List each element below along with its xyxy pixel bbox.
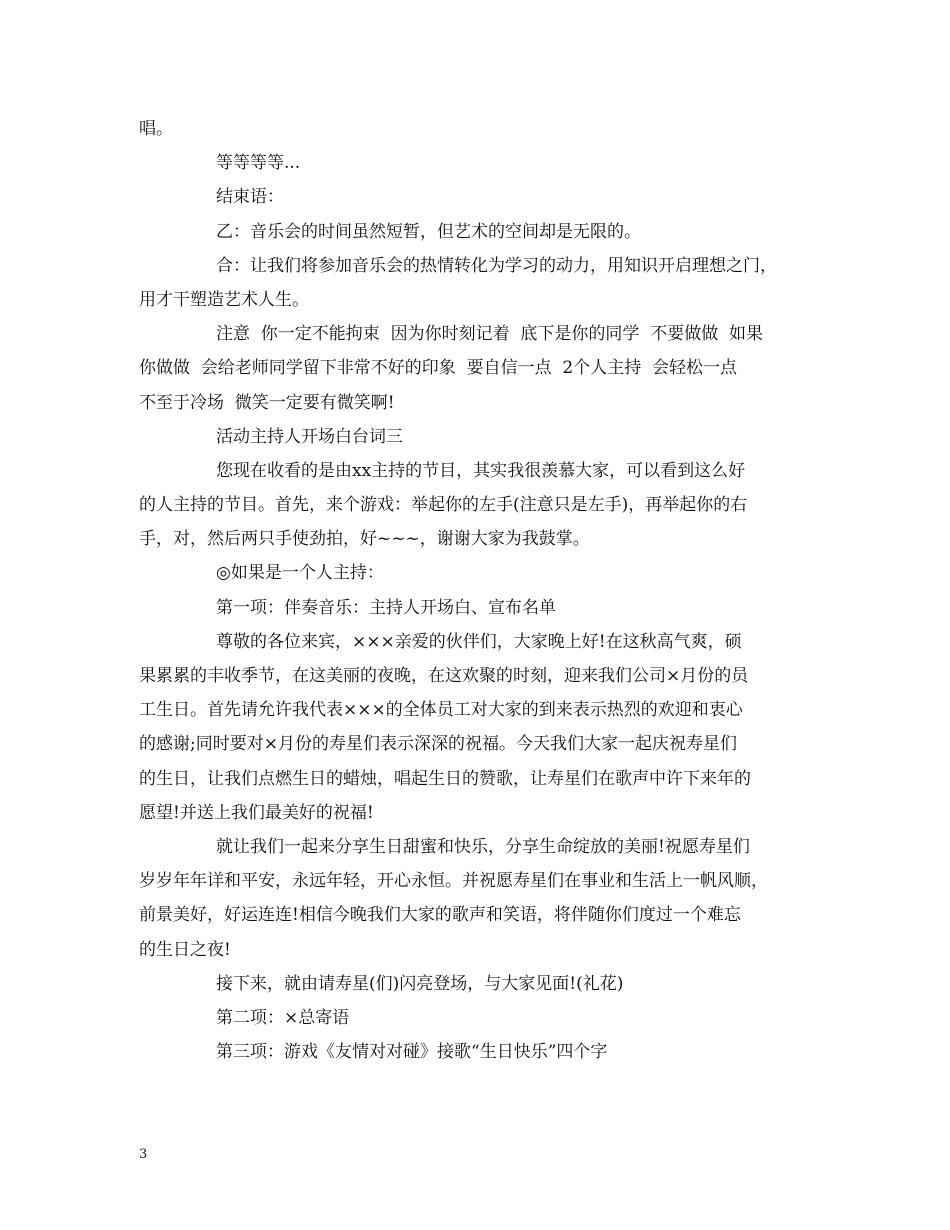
text-line: 第一项：伴奏音乐：主持人开场白、宣布名单 (216, 597, 556, 618)
text-line: 的人主持的节目。首先，来个游戏：举起你的左手(注意只是左手)，再举起你的右 (139, 495, 748, 516)
document-body (139, 112, 811, 1069)
text-line: 工生日。首先请允许我代表×××的全体员工对大家的到来表示热烈的欢迎和衷心 (139, 700, 743, 721)
text-line: 接下来，就由请寿星(们)闪亮登场，与大家见面!(礼花) (216, 973, 624, 994)
text-line: 的生日，让我们点燃生日的蜡烛，唱起生日的赞歌，让寿星们在歌声中许下来年的 (139, 768, 751, 789)
text-line: 乙：音乐会的时间虽然短暂，但艺术的空间却是无限的。 (216, 221, 641, 242)
text-line: 您现在收看的是由xx主持的节目，其实我很羡慕大家，可以看到这么好 (216, 460, 746, 481)
text-line: 愿望!并送上我们最美好的祝福! (139, 802, 374, 823)
text-line: 活动主持人开场白台词三 (216, 426, 403, 447)
text-line: 的感谢;同时要对×月份的寿星们表示深深的祝福。今天我们大家一起庆祝寿星们 (139, 734, 737, 755)
page-number: 3 (139, 1147, 148, 1162)
text-line: 岁岁年年详和平安，永远年轻，开心永恒。并祝愿寿星们在事业和生活上一帆风顺， (139, 871, 768, 892)
text-line: 的生日之夜! (139, 939, 231, 960)
text-line: 等等等等... (216, 153, 301, 174)
text-line: 果累累的丰收季节，在这美丽的夜晚，在这欢聚的时刻，迎来我们公司×月份的员 (139, 666, 749, 686)
text-line: 用才干塑造艺术人生。 (139, 289, 309, 310)
text-line: 第二项：×总寄语 (216, 1007, 350, 1028)
text-line: 第三项：游戏《友情对对碰》接歌“生日快乐”四个字 (216, 1042, 608, 1063)
text-line: 合：让我们将参加音乐会的热情转化为学习的动力，用知识开启理想之门， (216, 255, 777, 276)
text-line: 结束语： (216, 187, 284, 208)
text-line: 注意 你一定不能拘束 因为你时刻记着 底下是你的同学 不要做做 如果 (216, 324, 764, 345)
text-line: 就让我们一起来分享生日甜蜜和快乐，分享生命绽放的美丽!祝愿寿星们 (216, 836, 750, 857)
text-line: 前景美好，好运连连!相信今晚我们大家的歌声和笑语，将伴随你们度过一个难忘 (139, 905, 741, 926)
text-line: 手，对，然后两只手使劲拍，好~~~，谢谢大家为我鼓掌。 (139, 529, 590, 550)
text-line: 唱。 (139, 119, 173, 139)
text-line: 不至于冷场 微笑一定要有微笑啊! (139, 392, 395, 413)
text-line: 你做做 会给老师同学留下非常不好的印象 要自信一点 2个人主持 会轻松一点 (139, 358, 738, 379)
text-line: ◎如果是一个人主持： (216, 563, 384, 584)
text-line: 尊敬的各位来宾，×××亲爱的伙伴们，大家晚上好!在这秋高气爽，硕 (216, 631, 742, 652)
